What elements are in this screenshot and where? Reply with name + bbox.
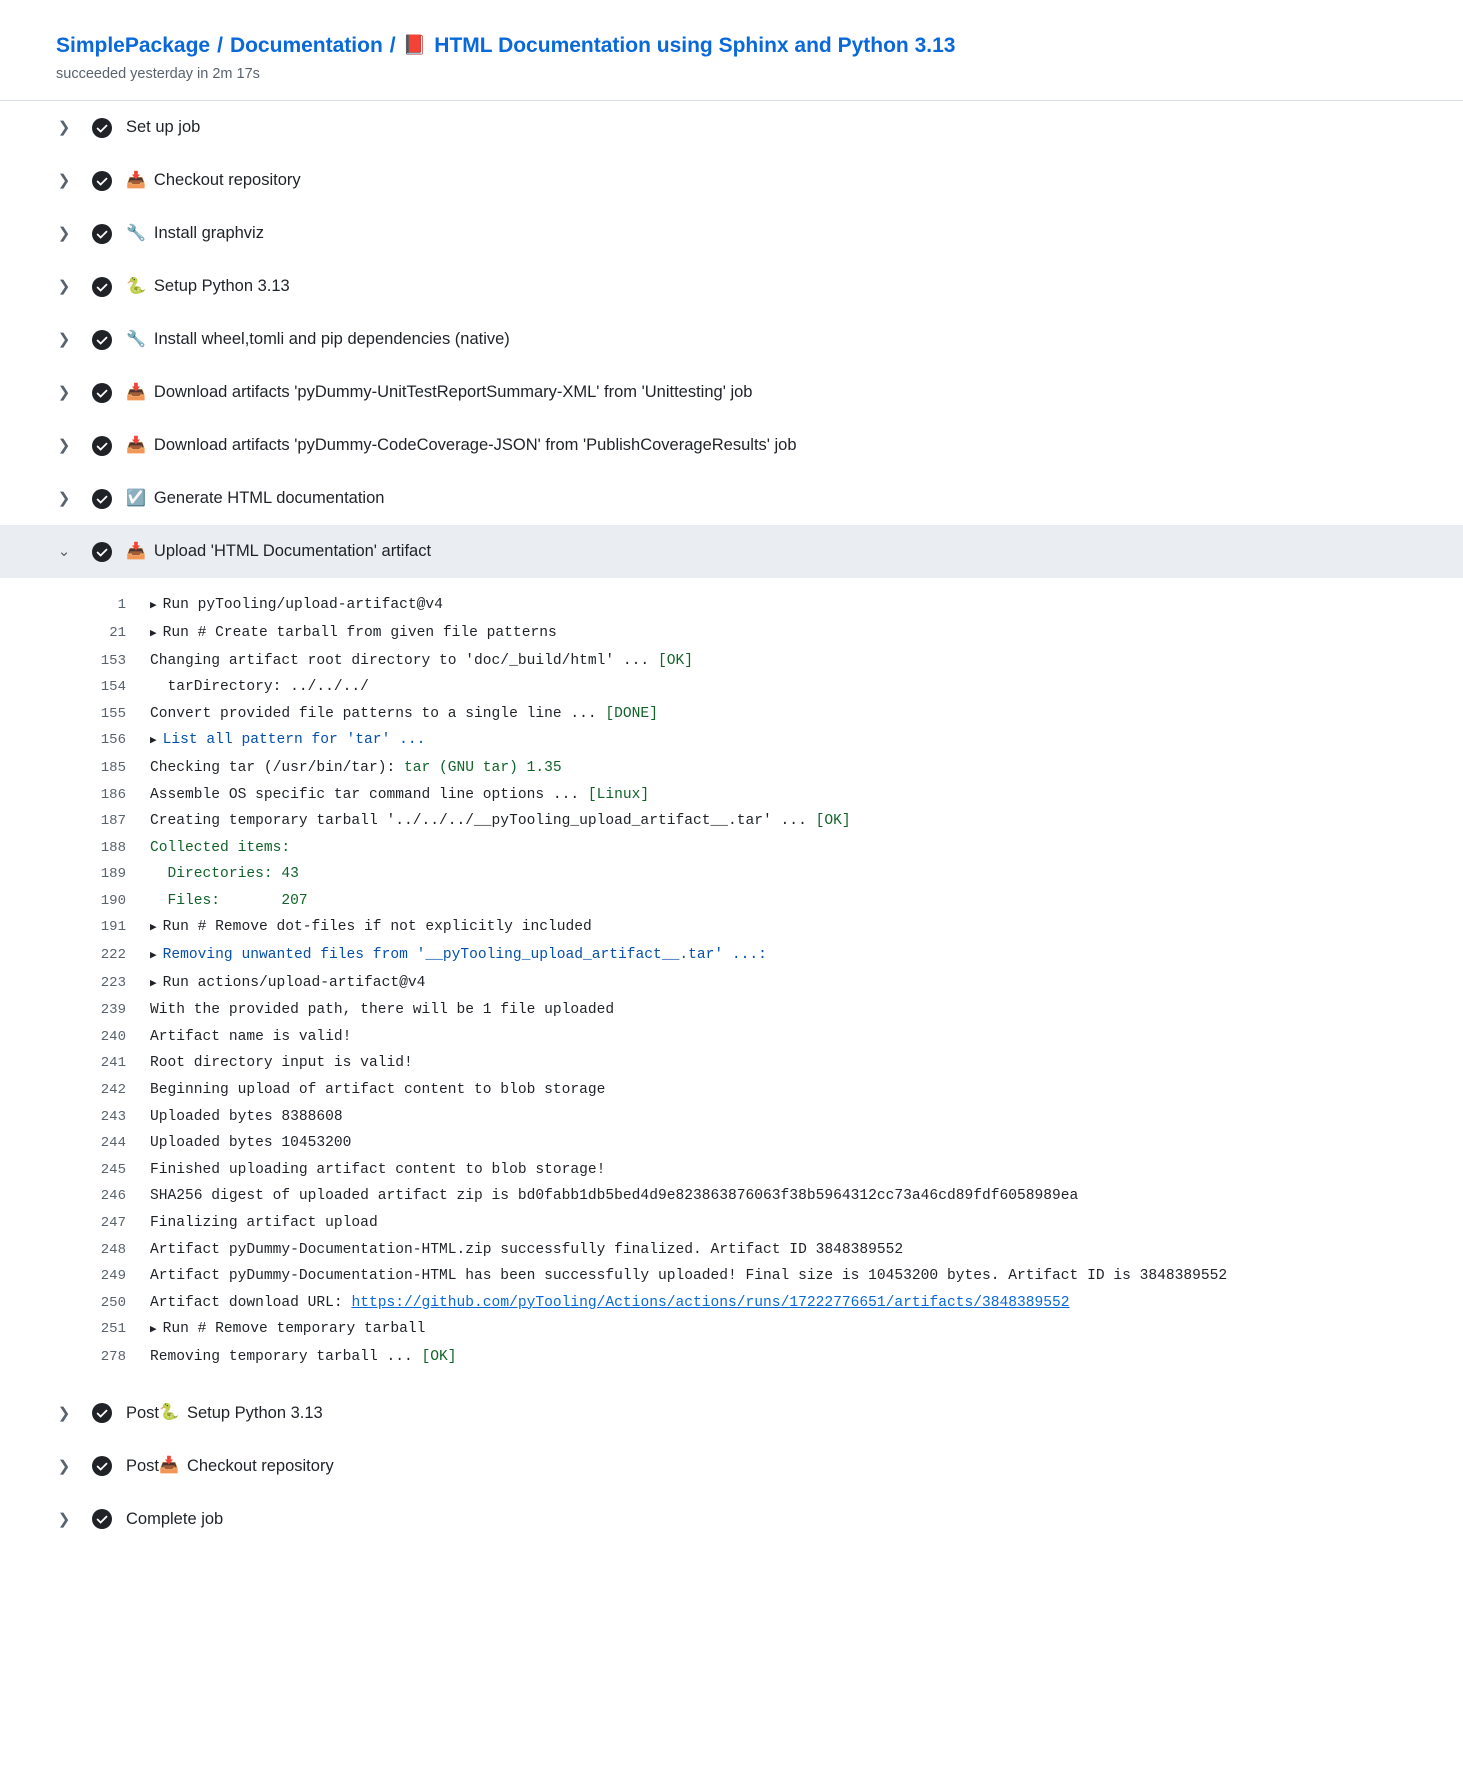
log-group-toggle[interactable]: Removing unwanted files from '__pyTooling_upload_artifact__.tar' ...: [162, 947, 767, 964]
log-line-number: 191 [100, 919, 126, 936]
log-line-text [150, 1210, 378, 1237]
breadcrumb[interactable] [56, 32, 1463, 60]
log-line [0, 755, 1463, 782]
job-header [0, 0, 1463, 101]
step-row-setup-python[interactable] [0, 260, 1463, 313]
log-line-number: 242 [100, 1082, 126, 1099]
log-line [0, 1104, 1463, 1131]
check-circle-icon [92, 1456, 112, 1476]
log-line [0, 1157, 1463, 1184]
log-line [0, 1077, 1463, 1104]
triangle-right-icon[interactable]: ▶ [150, 1324, 157, 1337]
log-text-segment: Finished uploading artifact content to blob storage! [150, 1161, 606, 1178]
log-line-number: 251 [100, 1321, 126, 1338]
log-line [0, 727, 1463, 755]
log-line-text [150, 835, 290, 862]
check-circle-icon [92, 277, 112, 297]
triangle-right-icon[interactable]: ▶ [150, 735, 157, 748]
step-label: Download artifacts 'pyDummy-CodeCoverage-JSON' from 'PublishCoverageResults' job [153, 436, 797, 455]
inbox-tray-icon: 📥 [126, 171, 146, 189]
step-label: Generate HTML documentation [153, 489, 385, 508]
step-row-post-setup-python[interactable] [0, 1387, 1463, 1440]
log-line [0, 1263, 1463, 1290]
step-prefix: Post [126, 1403, 160, 1422]
log-line-number: 247 [100, 1215, 126, 1231]
log-line-number: 21 [109, 624, 126, 641]
log-line-text [150, 970, 425, 998]
log-line-number: 156 [100, 732, 126, 749]
log-text-segment: Run # Remove dot-files if not explicitly included [162, 919, 592, 936]
inbox-tray-icon: 📥 [126, 383, 146, 401]
chevron-right-icon[interactable]: ❯ [57, 119, 71, 137]
log-status-token: [OK] [815, 813, 851, 830]
log-line-number: 153 [100, 652, 126, 669]
chevron-right-icon[interactable]: ❯ [57, 278, 71, 296]
log-line-text [150, 808, 851, 835]
log-text-segment: Finalizing artifact upload [150, 1215, 378, 1231]
log-status-token: tar (GNU tar) 1.35 [403, 759, 562, 776]
log-line-text [150, 1130, 351, 1157]
step-row-checkout-repository[interactable] [0, 154, 1463, 207]
log-line-text [150, 648, 693, 675]
log-line-number: 1 [117, 597, 126, 614]
step-label: Complete job [126, 1509, 224, 1528]
log-line [0, 674, 1463, 701]
log-line-text [150, 1344, 457, 1371]
log-line [0, 648, 1463, 675]
chevron-right-icon[interactable]: ❯ [57, 172, 71, 190]
breadcrumb-item-job[interactable]: HTML Documentation using Sphinx and Python 3.13 [434, 34, 956, 57]
steps-list [0, 101, 1463, 578]
log-line-number: 188 [100, 839, 126, 856]
log-line [0, 970, 1463, 998]
log-line [0, 701, 1463, 728]
log-status-token: Files: 207 [150, 892, 308, 909]
log-line-text [150, 1050, 413, 1077]
log-text-segment: Root directory input is valid! [150, 1055, 413, 1072]
check-circle-icon [92, 1509, 112, 1529]
step-row-generate-html-documentation[interactable] [0, 472, 1463, 525]
log-line-text [150, 755, 562, 782]
step-row-download-coverage-artifacts[interactable] [0, 419, 1463, 472]
step-prefix: Post [126, 1456, 160, 1475]
log-line-number: 243 [100, 1108, 126, 1125]
log-text-segment: Artifact download URL: [150, 1294, 352, 1311]
chevron-right-icon[interactable]: ❯ [57, 331, 71, 349]
log-line [0, 1024, 1463, 1051]
log-line-text [150, 782, 649, 809]
log-line-number: 187 [100, 813, 126, 830]
log-line [0, 942, 1463, 970]
snake-icon: 🐍 [126, 277, 146, 295]
step-row-install-graphviz[interactable] [0, 207, 1463, 260]
log-status-token: Collected items: [150, 839, 291, 856]
log-text-segment: Uploaded bytes 10453200 [150, 1135, 352, 1152]
check-circle-icon [92, 1403, 112, 1423]
chevron-right-icon[interactable]: ❯ [57, 1510, 71, 1528]
chevron-right-icon[interactable]: ❯ [57, 1404, 71, 1422]
log-line [0, 861, 1463, 888]
check-circle-icon [92, 383, 112, 403]
log-status-token: [DONE] [605, 705, 658, 722]
chevron-right-icon[interactable]: ❯ [57, 490, 71, 508]
log-line [0, 997, 1463, 1024]
log-line-text [150, 1077, 605, 1104]
log-line-number: 189 [100, 866, 126, 883]
chevron-down-icon[interactable]: ⌄ [57, 543, 71, 561]
log-text-segment: Convert provided file patterns to a single line ... [150, 705, 606, 722]
log-text-segment: Artifact pyDummy-Documentation-HTML.zip successfully finalized. Artifact ID 3848389552 [150, 1241, 904, 1258]
triangle-right-icon[interactable]: ▶ [150, 922, 157, 935]
log-line-text [150, 674, 369, 701]
log-line-text [150, 1183, 1078, 1210]
step-label: Setup Python 3.13 [186, 1403, 323, 1422]
log-line-number: 190 [100, 892, 126, 909]
log-line [0, 620, 1463, 648]
step-label: Install wheel,tomli and pip dependencies (native) [153, 330, 510, 349]
artifact-download-link[interactable]: https://github.com/pyTooling/Actions/actions/runs/17222776651/artifacts/3848389552 [351, 1294, 1070, 1311]
check-circle-icon [92, 330, 112, 350]
job-status-text: succeeded yesterday in 2m 17s [56, 66, 260, 83]
step-label: Set up job [126, 118, 201, 137]
check-circle-icon [92, 171, 112, 191]
log-line-text [150, 1290, 1070, 1317]
log-text-segment: SHA256 digest of uploaded artifact zip is bd0fabb1db5bed4d9e823863876063f38b5964312cc73a46cd89fdf6058989ea [150, 1188, 1079, 1205]
check-circle-icon [92, 436, 112, 456]
log-line-text [150, 1157, 605, 1184]
log-text-segment: With the provided path, there will be 1 file uploaded [150, 1002, 615, 1019]
triangle-right-icon[interactable]: ▶ [150, 600, 157, 613]
log-line-number: 249 [100, 1268, 126, 1285]
log-line-number: 155 [100, 705, 126, 722]
log-text-segment: Removing temporary tarball ... [150, 1348, 422, 1365]
step-label: Download artifacts 'pyDummy-UnitTestReportSummary-XML' from 'Unittesting' job [153, 383, 753, 402]
log-status-token: Directories: 43 [150, 866, 299, 883]
log-line-number: 223 [100, 974, 126, 991]
log-text-segment: Checking tar (/usr/bin/tar): [150, 759, 404, 776]
log-text-segment: Creating temporary tarball '../../../__pyTooling_upload_artifact__.tar' ... [150, 813, 816, 830]
breadcrumb-item-repo[interactable]: SimplePackage [56, 34, 211, 57]
step-log-output[interactable] [0, 578, 1463, 1386]
log-group-toggle[interactable]: List all pattern for 'tar' ... [162, 732, 426, 749]
log-line-text [150, 914, 592, 942]
log-line [0, 1210, 1463, 1237]
log-line [0, 888, 1463, 915]
log-line [0, 914, 1463, 942]
step-label: Checkout repository [153, 171, 301, 190]
snake-icon: 🐍 [159, 1404, 179, 1422]
post-steps-list [0, 1387, 1463, 1546]
chevron-right-icon[interactable]: ❯ [57, 225, 71, 243]
log-line [0, 1050, 1463, 1077]
log-line-text [150, 1237, 903, 1264]
log-text-segment: Run # Remove temporary tarball [162, 1321, 426, 1338]
inbox-tray-icon: 📥 [126, 436, 146, 454]
log-line [0, 835, 1463, 862]
log-text-segment: tarDirectory: ../../../ [150, 679, 369, 696]
log-status-token: [Linux] [587, 786, 650, 803]
log-line-text [150, 592, 443, 620]
breadcrumb-separator: / [217, 34, 223, 57]
log-line-text [150, 727, 425, 755]
inbox-tray-icon: 📥 [126, 542, 146, 560]
log-text-segment: Run pyTooling/upload-artifact@v4 [162, 597, 443, 614]
log-line-number: 185 [100, 759, 126, 776]
chevron-right-icon[interactable]: ❯ [57, 384, 71, 402]
triangle-right-icon[interactable]: ▶ [150, 977, 157, 990]
log-line [0, 1290, 1463, 1317]
ballot-box-check-icon: ☑️ [126, 489, 146, 507]
log-line-text [150, 1024, 351, 1051]
log-text-segment: Assemble OS specific tar command line options ... [150, 786, 588, 803]
breadcrumb-item-workflow[interactable]: Documentation [229, 34, 383, 57]
log-line [0, 808, 1463, 835]
breadcrumb-separator: / [389, 34, 396, 57]
log-line-number: 240 [100, 1028, 126, 1045]
step-label: Upload 'HTML Documentation' artifact [153, 542, 432, 561]
check-circle-icon [92, 118, 112, 138]
log-text-segment: Run actions/upload-artifact@v4 [162, 974, 426, 991]
step-row-complete-job[interactable] [0, 1493, 1463, 1546]
log-line-text [150, 942, 767, 970]
log-line-number: 245 [100, 1161, 126, 1178]
log-text-segment: Changing artifact root directory to 'doc/_build/html' ... [150, 652, 658, 669]
log-line-number: 154 [100, 679, 126, 696]
chevron-right-icon[interactable]: ❯ [57, 1457, 71, 1475]
log-text-segment: Uploaded bytes 8388608 [150, 1108, 343, 1125]
log-text-segment: Artifact name is valid! [150, 1028, 352, 1045]
step-row-upload-html-documentation-artifact[interactable] [0, 525, 1463, 578]
wrench-icon: 🔧 [126, 224, 146, 242]
step-row-set-up-job[interactable] [0, 101, 1463, 154]
log-line-text [150, 701, 658, 728]
log-line [0, 1344, 1463, 1371]
log-line-number: 278 [100, 1348, 126, 1365]
triangle-right-icon[interactable]: ▶ [150, 627, 157, 640]
closed-book-icon: 📕 [402, 35, 427, 57]
check-circle-icon [92, 224, 112, 244]
log-line-number: 246 [100, 1188, 126, 1205]
step-label: Checkout repository [186, 1456, 334, 1475]
step-label: Setup Python 3.13 [153, 277, 290, 296]
chevron-right-icon[interactable]: ❯ [57, 437, 71, 455]
log-line-number: 248 [100, 1241, 126, 1258]
log-line-number: 186 [100, 786, 126, 803]
log-line-text [150, 1104, 343, 1131]
log-line [0, 1130, 1463, 1157]
log-line-number: 241 [100, 1055, 126, 1072]
step-label: Install graphviz [153, 224, 264, 243]
log-line-text [150, 997, 614, 1024]
log-text-segment: Beginning upload of artifact content to blob storage [150, 1082, 606, 1099]
wrench-icon: 🔧 [126, 330, 146, 348]
check-circle-icon [92, 489, 112, 509]
check-circle-icon [92, 542, 112, 562]
triangle-right-icon[interactable]: ▶ [150, 950, 157, 963]
log-line-number: 244 [100, 1135, 126, 1152]
step-row-download-unittest-artifacts[interactable] [0, 366, 1463, 419]
log-line-text [150, 1263, 1227, 1290]
step-row-install-dependencies[interactable] [0, 313, 1463, 366]
log-status-token: [OK] [421, 1348, 457, 1365]
log-line-text [150, 888, 308, 915]
log-line-text [150, 620, 557, 648]
step-row-post-checkout-repository[interactable] [0, 1440, 1463, 1493]
inbox-tray-icon: 📥 [159, 1457, 179, 1475]
log-line-number: 250 [100, 1294, 126, 1311]
log-text-segment: Run # Create tarball from given file patterns [162, 624, 557, 641]
log-line-number: 239 [100, 1002, 126, 1019]
log-status-token: [OK] [657, 652, 693, 669]
log-line-text [150, 1316, 425, 1344]
log-line [0, 782, 1463, 809]
log-line [0, 592, 1463, 620]
log-line [0, 1183, 1463, 1210]
log-line-number: 222 [100, 947, 126, 964]
log-text-segment: Artifact pyDummy-Documentation-HTML has been successfully uploaded! Final size is 10453200 bytes. Artifact ID is 3848389552 [150, 1268, 1228, 1285]
log-line-text [150, 861, 299, 888]
log-line [0, 1237, 1463, 1264]
log-line [0, 1316, 1463, 1344]
